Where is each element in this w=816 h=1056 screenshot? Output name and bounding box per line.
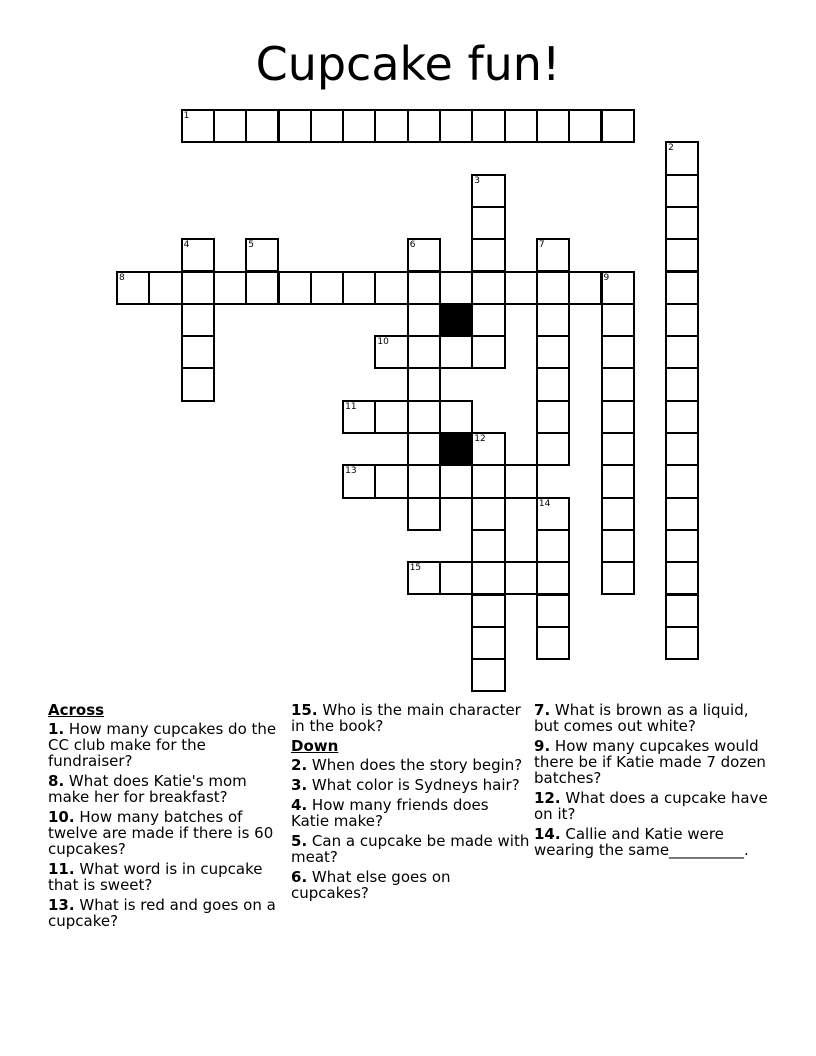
- grid-cell[interactable]: [407, 432, 441, 466]
- across-heading: Across: [48, 701, 105, 719]
- grid-cell[interactable]: [471, 626, 505, 660]
- cell-number: 6: [409, 240, 416, 251]
- clues-column-2: [291, 702, 531, 905]
- grid-cell[interactable]: [536, 367, 570, 401]
- clue-across-15: 15. Who is the main character in the book?: [291, 701, 521, 735]
- grid-cell[interactable]: [568, 271, 602, 305]
- grid-cell[interactable]: [439, 400, 473, 434]
- grid-cell[interactable]: [504, 464, 538, 498]
- grid-cell[interactable]: [665, 561, 699, 595]
- clue-down-7: 7. What is brown as a liquid, but comes out white?: [534, 701, 749, 735]
- grid-cell[interactable]: [407, 464, 441, 498]
- grid-cell[interactable]: [665, 464, 699, 498]
- grid-cell[interactable]: [665, 400, 699, 434]
- cell-number: 1: [183, 111, 190, 121]
- grid-cell[interactable]: [439, 335, 473, 369]
- grid-cell[interactable]: [471, 464, 505, 498]
- grid-cell[interactable]: [536, 335, 570, 369]
- clue-down-3: 3. What color is Sydneys hair?: [291, 776, 520, 794]
- grid-cell[interactable]: [601, 400, 635, 434]
- cell-number: 5: [248, 240, 254, 251]
- grid-cell[interactable]: [245, 109, 279, 143]
- grid-cell[interactable]: [665, 303, 699, 337]
- grid-cell[interactable]: [471, 174, 505, 208]
- grid-cell[interactable]: [665, 626, 699, 660]
- grid-cell[interactable]: [665, 529, 699, 563]
- grid-cell[interactable]: [601, 271, 635, 305]
- grid-cell[interactable]: [116, 271, 150, 305]
- grid-cell[interactable]: [374, 400, 408, 434]
- grid-cell[interactable]: [407, 271, 441, 305]
- grid-cell[interactable]: [471, 206, 505, 240]
- grid-cell[interactable]: [213, 271, 247, 305]
- grid-cell[interactable]: [310, 271, 344, 305]
- grid-cell[interactable]: [471, 561, 505, 595]
- clues-column-3: [534, 702, 774, 862]
- grid-cell[interactable]: [148, 271, 182, 305]
- grid-cell[interactable]: [181, 271, 215, 305]
- grid-cell[interactable]: [504, 271, 538, 305]
- grid-cell[interactable]: [278, 271, 312, 305]
- grid-cell[interactable]: [536, 497, 570, 531]
- grid-cell[interactable]: [278, 109, 312, 143]
- grid-cell[interactable]: [407, 367, 441, 401]
- cell-number: 13: [345, 466, 357, 477]
- grid-cell[interactable]: [471, 109, 505, 143]
- grid-cell[interactable]: [536, 109, 570, 143]
- cell-number: 15: [409, 563, 422, 574]
- clue-down-6: 6. What else goes on cupcakes?: [291, 868, 451, 902]
- grid-cell[interactable]: [407, 335, 441, 369]
- grid-cell[interactable]: [601, 367, 635, 401]
- black-cell: [439, 432, 473, 466]
- grid-cell[interactable]: [439, 109, 473, 143]
- grid-cell[interactable]: [342, 109, 376, 143]
- grid-cell[interactable]: [665, 238, 699, 272]
- clue-across-10: 10. How many batches of twelve are made if there is 60 cupcakes?: [48, 808, 274, 858]
- cell-number: 9: [603, 272, 610, 283]
- clue-across-1: 1. How many cupcakes do the CC club make for the fundraiser?: [48, 720, 277, 770]
- grid-cell[interactable]: [601, 335, 635, 369]
- cell-number: 14: [538, 498, 551, 509]
- grid-cell[interactable]: [439, 561, 473, 595]
- grid-cell[interactable]: [374, 271, 408, 305]
- grid-cell[interactable]: [471, 303, 505, 337]
- grid-cell[interactable]: [181, 238, 215, 272]
- cell-number: 2: [668, 143, 674, 154]
- down-heading: Down: [291, 737, 339, 755]
- grid-cell[interactable]: [536, 561, 570, 595]
- grid-cell[interactable]: [181, 367, 215, 401]
- cell-number: 8: [119, 272, 125, 283]
- grid-cell[interactable]: [342, 464, 376, 498]
- grid-cell[interactable]: [471, 594, 505, 628]
- grid-cell[interactable]: [181, 109, 215, 143]
- grid-cell[interactable]: [342, 400, 376, 434]
- grid-cell[interactable]: [342, 271, 376, 305]
- grid-cell[interactable]: [471, 529, 505, 563]
- grid-cell[interactable]: [407, 400, 441, 434]
- grid-cell[interactable]: [665, 271, 699, 305]
- clue-across-8: 8. What does Katie's mom make her for breakfast?: [48, 772, 247, 806]
- grid-cell[interactable]: [601, 432, 635, 466]
- grid-cell[interactable]: [536, 529, 570, 563]
- grid-cell[interactable]: [536, 432, 570, 466]
- clue-down-4: 4. How many friends does Katie make?: [291, 796, 489, 830]
- grid-cell[interactable]: [407, 561, 441, 595]
- grid-cell[interactable]: [439, 464, 473, 498]
- grid-cell[interactable]: [471, 432, 505, 466]
- puzzle-title: Cupcake fun!: [255, 37, 561, 91]
- grid-cell[interactable]: [665, 497, 699, 531]
- grid-cell[interactable]: [601, 529, 635, 563]
- cell-number: 11: [345, 401, 357, 412]
- clue-across-13: 13. What is red and goes on a cupcake?: [48, 896, 276, 930]
- grid-cell[interactable]: [407, 303, 441, 337]
- grid-cell[interactable]: [665, 141, 699, 175]
- grid-cell[interactable]: [601, 497, 635, 531]
- clue-down-5: 5. Can a cupcake be made with meat?: [291, 832, 530, 866]
- grid-cell[interactable]: [407, 238, 441, 272]
- grid-cell[interactable]: [601, 464, 635, 498]
- clue-across-11: 11. What word is in cupcake that is sweet?: [48, 860, 263, 894]
- cell-number: 12: [474, 434, 486, 444]
- grid-cell[interactable]: [504, 109, 538, 143]
- grid-cell[interactable]: [213, 109, 247, 143]
- grid-cell[interactable]: [665, 367, 699, 401]
- grid-cell[interactable]: [665, 335, 699, 369]
- grid-cell[interactable]: [601, 303, 635, 337]
- grid-cell[interactable]: [536, 238, 570, 272]
- grid-cell[interactable]: [665, 432, 699, 466]
- grid-cell[interactable]: [471, 335, 505, 369]
- grid-cell[interactable]: [536, 626, 570, 660]
- grid-cell[interactable]: [407, 497, 441, 531]
- clue-down-14: 14. Callie and Katie were wearing the same__________.: [534, 825, 749, 859]
- grid-cell[interactable]: [471, 238, 505, 272]
- grid-cell[interactable]: [471, 497, 505, 531]
- grid-cell[interactable]: [407, 109, 441, 143]
- grid-cell[interactable]: [374, 464, 408, 498]
- grid-cell[interactable]: [310, 109, 344, 143]
- clue-down-9: 9. How many cupcakes would there be if Katie made 7 dozen batches?: [534, 737, 766, 787]
- grid-cell[interactable]: [536, 303, 570, 337]
- clues-column-1: [48, 702, 288, 933]
- grid-cell[interactable]: [665, 206, 699, 240]
- grid-cell[interactable]: [471, 271, 505, 305]
- grid-cell[interactable]: [665, 174, 699, 208]
- cell-number: 7: [538, 240, 545, 251]
- grid-cell[interactable]: [601, 561, 635, 595]
- grid-cell[interactable]: [245, 271, 279, 305]
- cell-number: 3: [474, 175, 481, 186]
- cell-number: 4: [183, 240, 190, 251]
- grid-cell[interactable]: [568, 109, 602, 143]
- clue-down-2: 2. When does the story begin?: [291, 756, 523, 774]
- grid-cell[interactable]: [181, 303, 215, 337]
- clue-down-12: 12. What does a cupcake have on it?: [534, 789, 768, 823]
- grid-cell[interactable]: [374, 109, 408, 143]
- grid-cell[interactable]: [374, 335, 408, 369]
- grid-cell[interactable]: [439, 271, 473, 305]
- black-cell: [439, 303, 473, 337]
- cell-number: 10: [377, 337, 389, 348]
- grid-cell[interactable]: [536, 594, 570, 628]
- grid-cell[interactable]: [601, 109, 635, 143]
- grid-cell[interactable]: [536, 400, 570, 434]
- grid-cell[interactable]: [665, 594, 699, 628]
- grid-cell[interactable]: [471, 658, 505, 692]
- grid-cell[interactable]: [181, 335, 215, 369]
- grid-cell[interactable]: [504, 561, 538, 595]
- grid-cell[interactable]: [245, 238, 279, 272]
- grid-cell[interactable]: [536, 271, 570, 305]
